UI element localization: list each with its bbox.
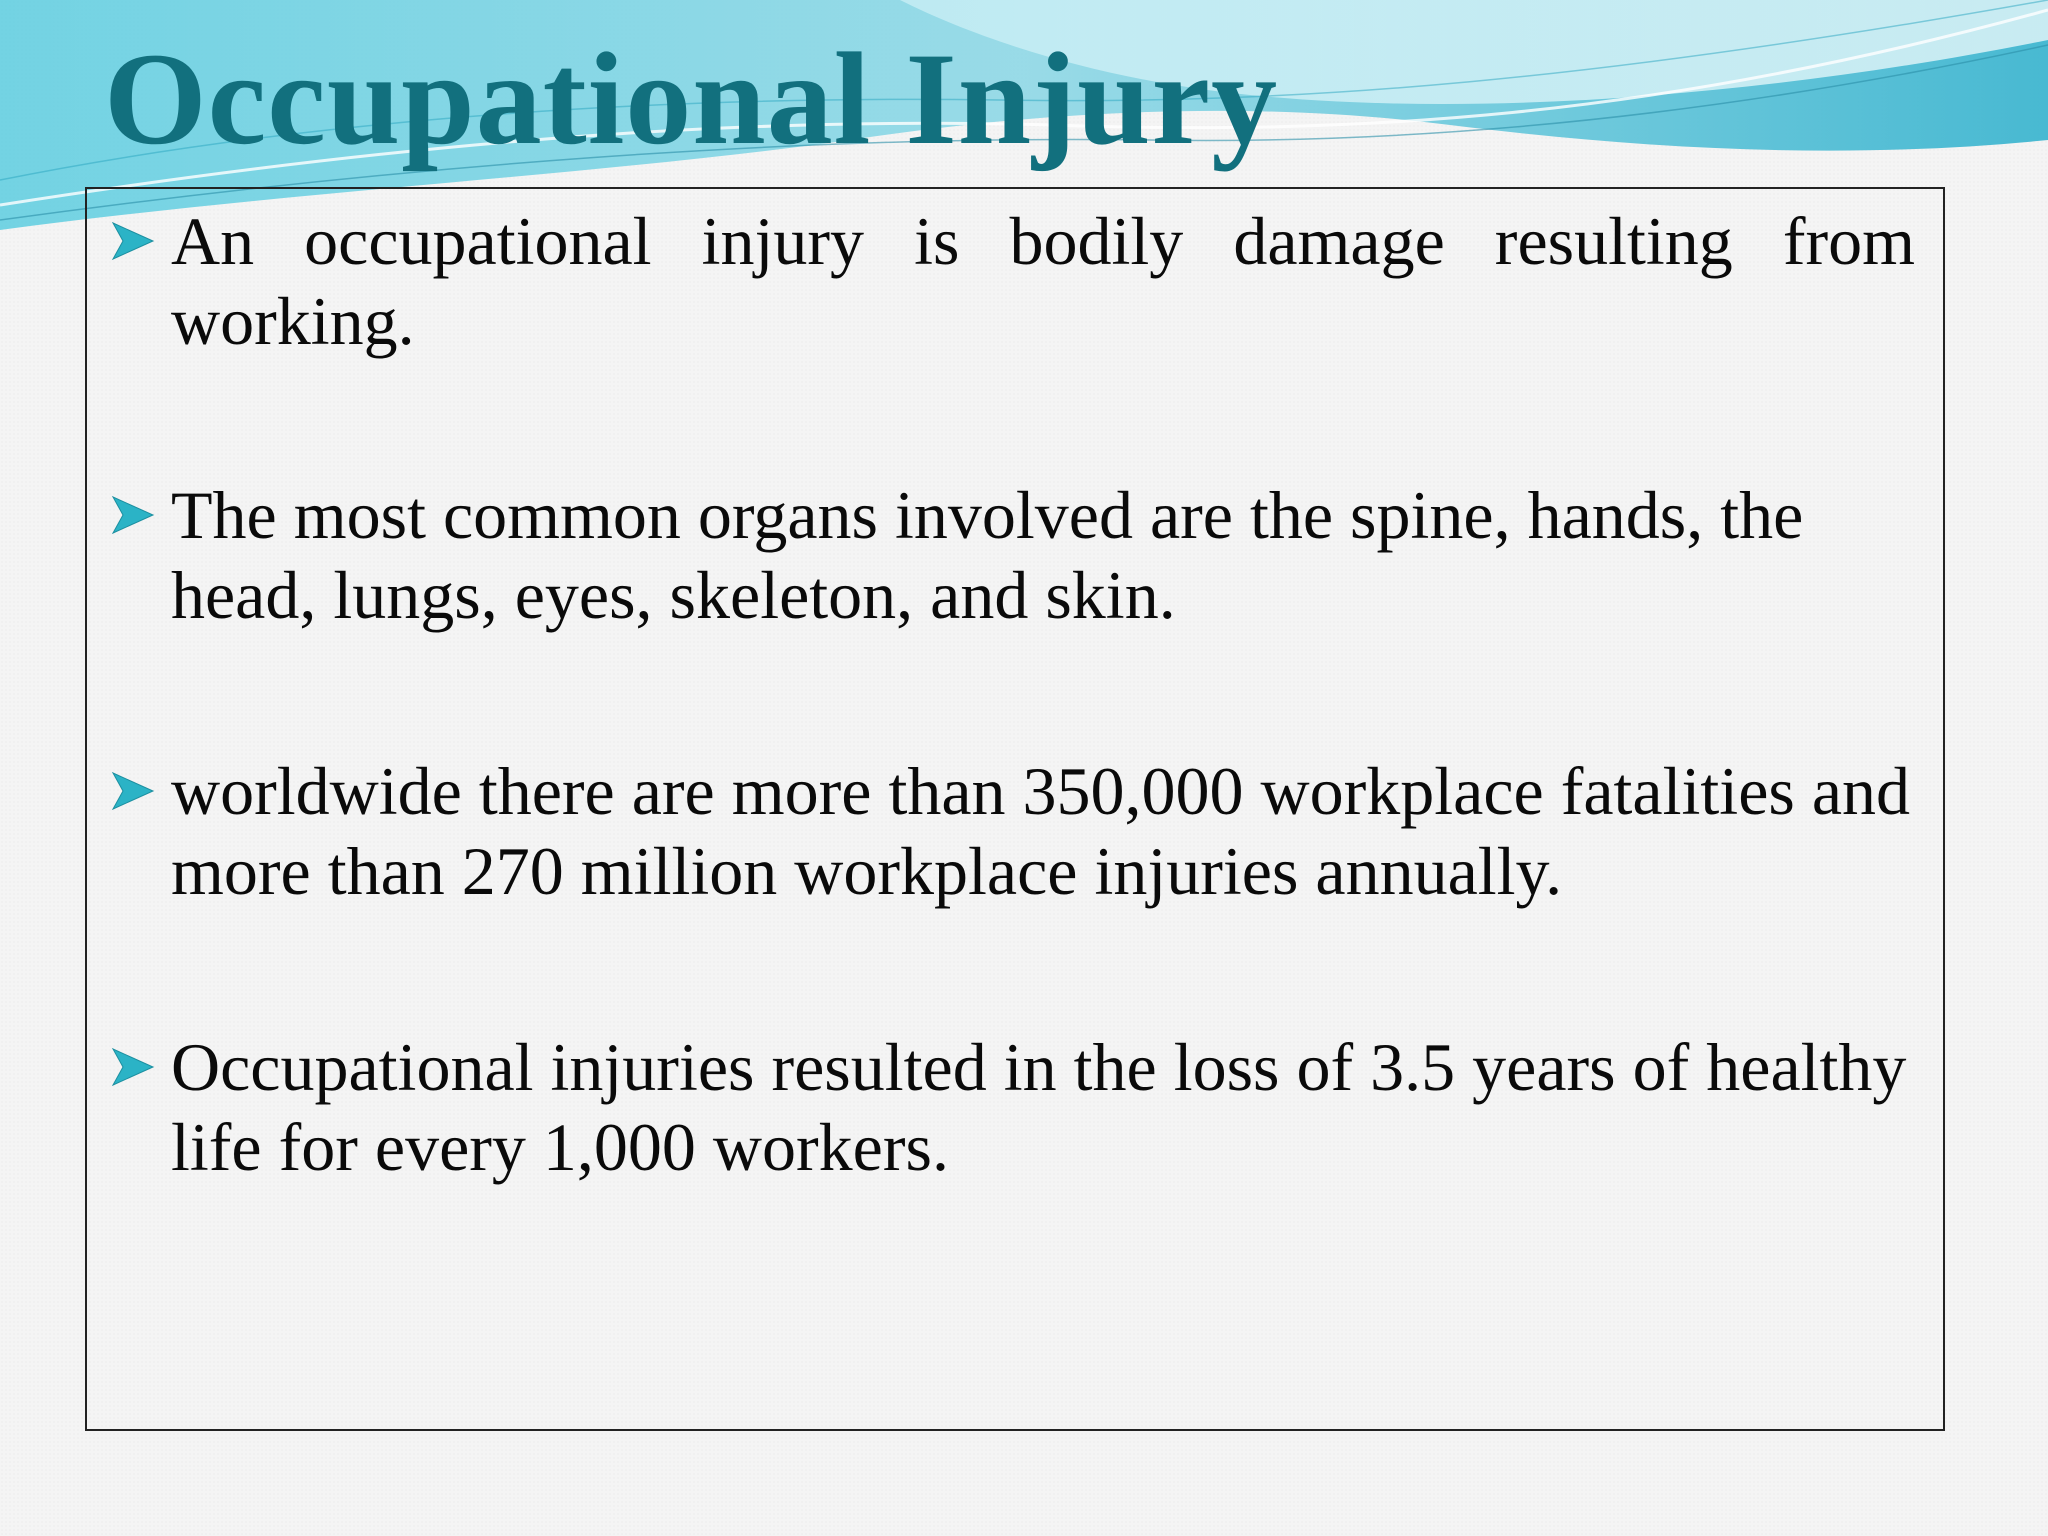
- bullet-text: An occupational injury is bodily damage resulting from working.: [171, 203, 1915, 359]
- bullet-item: [109, 201, 1915, 361]
- bullet-item: [109, 475, 1915, 635]
- arrow-bullet-icon: [109, 217, 157, 265]
- bullet-text: Occupational injuries resulted in the loss of 3.5 years of healthy life for every 1,000 workers.: [171, 1029, 1907, 1185]
- slide-title: Occupational Injury: [104, 25, 1279, 172]
- bullet-text: The most common organs involved are the spine, hands, the head, lungs, eyes, skeleton, and skin.: [171, 477, 1804, 633]
- arrow-bullet-icon: [109, 1043, 157, 1091]
- content-box: [85, 187, 1945, 1431]
- arrow-bullet-icon: [109, 491, 157, 539]
- bullet-item: [109, 1027, 1915, 1187]
- bullet-list: [109, 201, 1915, 1187]
- bullet-item: [109, 751, 1915, 911]
- bullet-text: worldwide there are more than 350,000 workplace fatalities and more than 270 million workplace injuries annually.: [171, 753, 1911, 909]
- arrow-bullet-icon: [109, 767, 157, 815]
